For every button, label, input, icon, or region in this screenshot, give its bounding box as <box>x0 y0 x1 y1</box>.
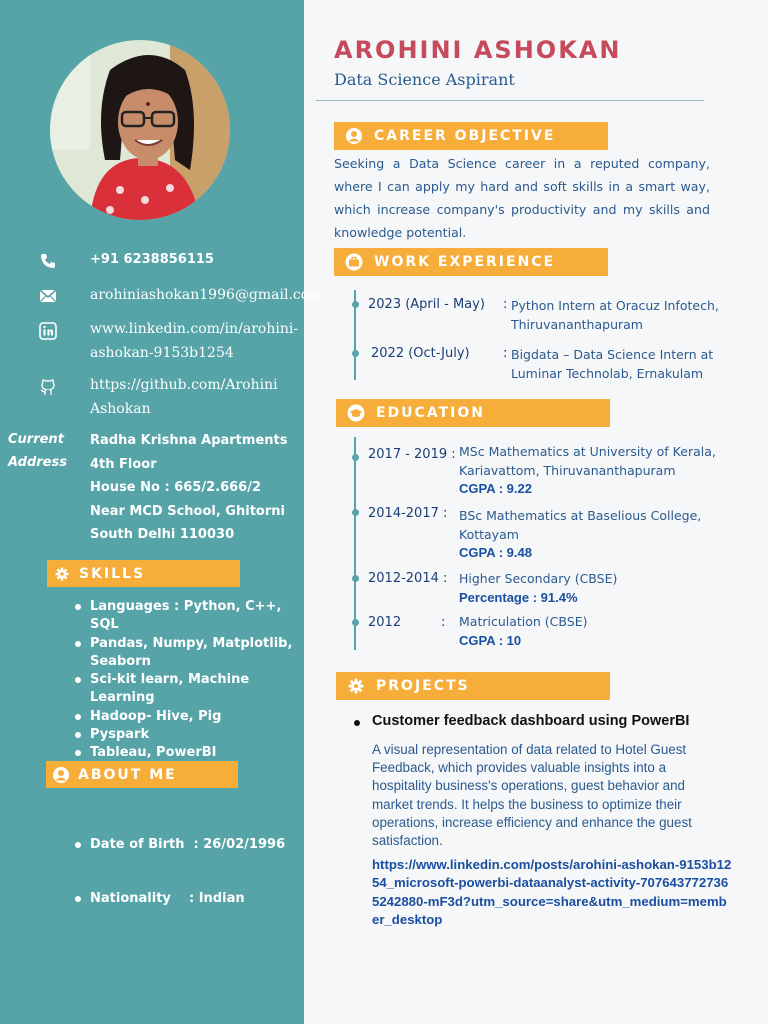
about-list <box>90 799 300 945</box>
project-description: A visual representation of data related to Hotel Guest Feedback, which provides valuable insights into a hospitality business's operations, guest behavior and market trends. It helps the business to optimize their operations, increase efficiency and enhance the guest satisfaction. <box>372 742 692 849</box>
experience-heading-text: WORK EXPERIENCE <box>374 254 556 270</box>
skill-item: Tableau, PowerBI <box>90 744 300 762</box>
project-link[interactable]: https://www.linkedin.com/posts/arohini-ashokan-9153b1254_microsoft-powerbi-dataanalyst-activity-7076437727365242880-mF3d?utm_source=share&utm_medium=member_desktop <box>372 857 732 928</box>
experience-colon: : <box>503 346 508 361</box>
skills-heading-text: SKILLS <box>79 565 146 582</box>
about-heading-text: ABOUT ME <box>78 766 177 783</box>
experience-colon: : <box>503 297 508 312</box>
timeline-dot <box>352 575 359 582</box>
education-grade: CGPA : 9.22 <box>459 481 532 496</box>
skill-item: Pyspark <box>90 726 300 744</box>
education-heading-text: EDUCATION <box>376 405 485 421</box>
briefcase-icon <box>344 252 364 272</box>
linkedin-url[interactable]: www.linkedin.com/in/arohini-ashokan-9153b1254 <box>90 321 299 361</box>
education-date: 2012 <box>368 615 402 630</box>
experience-date: 2023 (April - May) <box>368 297 485 312</box>
person-icon <box>344 126 364 146</box>
address-lines <box>90 429 287 547</box>
address-line: South Delhi 110030 <box>90 527 235 543</box>
experience-desc: Bigdata – Data Science Intern at Luminar Technolab, Ernakulam <box>511 347 714 381</box>
address-line: Radha Krishna Apartments <box>90 433 288 448</box>
education-desc: MSc Mathematics at University of Kerala, Kariavattom, Thiruvananthapuram <box>459 444 716 478</box>
timeline-dot <box>352 509 359 516</box>
linkedin-icon <box>38 321 58 341</box>
objective-heading <box>334 122 608 150</box>
address-label: Current Address <box>8 432 67 470</box>
project-title: Customer feedback dashboard using PowerBI <box>372 713 690 729</box>
education-grade: Percentage : 91.4% <box>459 589 578 605</box>
timeline-dot <box>352 350 359 357</box>
education-desc: Higher Secondary (CBSE) <box>459 571 618 586</box>
education-entry <box>459 443 729 499</box>
address-line: 4th Floor <box>90 456 157 472</box>
objective-text: Seeking a Data Science career in a reputed company, where I can apply my hard and soft skills in a smart way, which increase company's productivity and my skills and knowledge potential. <box>334 156 710 240</box>
projects-heading-text: PROJECTS <box>376 678 470 694</box>
header-divider <box>316 100 704 101</box>
experience-desc: Python Intern at Oracuz Infotech, Thiruvananthapuram <box>511 298 719 332</box>
education-desc: Matriculation (CBSE) <box>459 614 588 629</box>
education-desc: BSc Mathematics at Baselious College, Kottayam <box>459 508 702 542</box>
graduation-cap-icon <box>346 403 366 423</box>
timeline-dot <box>352 454 359 461</box>
project-bullet <box>354 720 360 726</box>
address-line: House No : 665/2.666/2 <box>90 480 262 496</box>
experience-heading <box>334 248 608 276</box>
candidate-name: AROHINI ASHOKAN <box>334 36 622 64</box>
envelope-icon <box>38 286 58 306</box>
sidebar <box>0 0 323 1024</box>
projects-heading <box>336 672 610 700</box>
timeline-dot <box>352 301 359 308</box>
about-item: Date of Birth : 26/02/1996 <box>90 836 300 854</box>
person-icon <box>52 766 70 784</box>
experience-date: 2022 (Oct-July) <box>371 346 470 361</box>
skills-heading <box>47 560 240 587</box>
timeline-dot <box>352 619 359 626</box>
github-icon <box>38 377 58 397</box>
skill-item: Pandas, Numpy, Matplotlib, Seaborn <box>90 635 300 672</box>
address-line: Near MCD School, Ghitorni <box>90 503 285 519</box>
phone-icon <box>38 251 58 271</box>
education-heading <box>336 399 610 427</box>
gear-icon <box>346 676 366 696</box>
education-date: 2014-2017 : <box>368 506 448 521</box>
profile-photo <box>50 40 230 220</box>
skill-item: Sci-kit learn, Machine Learning <box>90 671 300 708</box>
github-url[interactable]: https://github.com/Arohini Ashokan <box>90 377 278 417</box>
skill-item: Languages : Python, C++, SQL <box>90 598 300 635</box>
education-grade: CGPA : 9.48 <box>459 545 532 560</box>
skill-item: Hadoop- Hive, Pig <box>90 708 300 726</box>
objective-heading-text: CAREER OBJECTIVE <box>374 128 556 144</box>
email-address[interactable]: arohiniashokan1996@gmail.com <box>90 287 323 303</box>
gear-icon <box>53 565 71 583</box>
education-entry <box>459 613 719 650</box>
candidate-subtitle: Data Science Aspirant <box>334 70 515 89</box>
skills-list <box>90 598 300 763</box>
education-grade: CGPA : 10 <box>459 632 522 648</box>
education-entry <box>459 507 719 563</box>
about-item: Nationality : Indian <box>90 890 300 908</box>
education-colon: : <box>441 615 446 630</box>
phone-number[interactable]: +91 6238856115 <box>90 252 214 267</box>
education-entry <box>459 570 719 607</box>
about-heading <box>46 761 238 788</box>
education-date: 2017 - 2019 : <box>368 447 456 462</box>
education-date: 2012-2014 : <box>368 571 448 586</box>
